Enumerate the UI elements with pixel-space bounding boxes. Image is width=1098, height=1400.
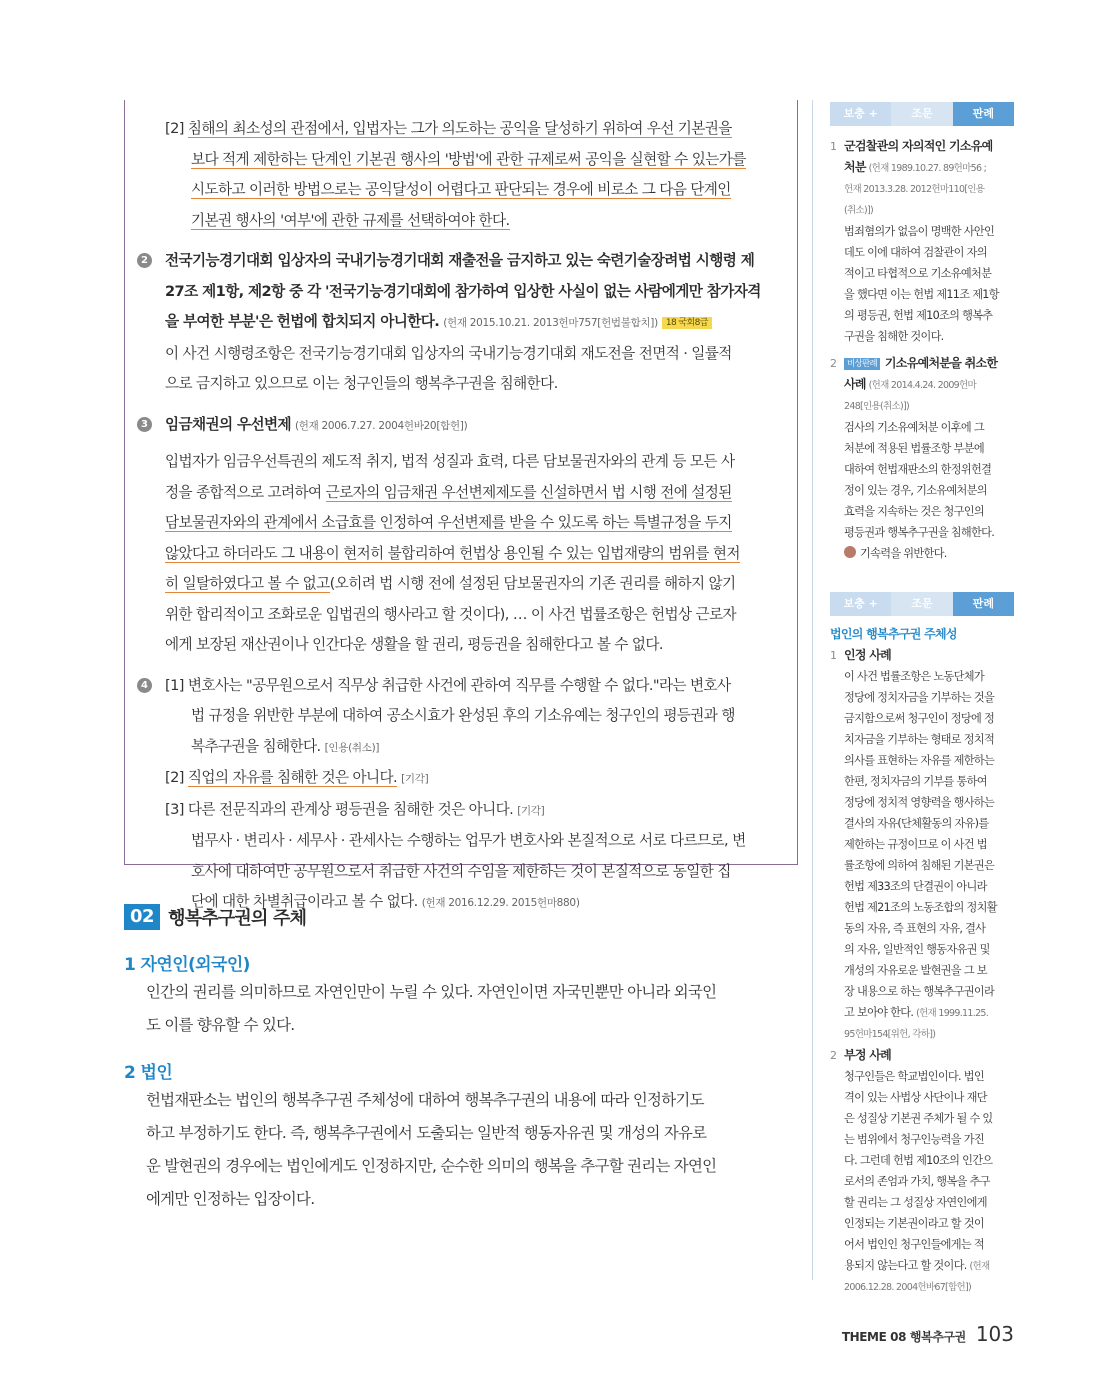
subsection-title: 1 자연인(외국인) <box>124 955 250 975</box>
case-citation: 헌재 2013.3.28. 2012헌마110[인용 <box>844 184 985 195</box>
section-number: 02 <box>124 904 160 930</box>
tab-supplement: 보충 + <box>830 102 891 126</box>
text-line: 기속력을 위반한다. <box>860 547 947 560</box>
text-line: 의 자유, 일반적인 행동자유권 및 <box>844 943 990 956</box>
sidebar-box-title: 법인의 행복추구권 주체성 <box>830 627 957 641</box>
case-item-3 <box>137 410 785 661</box>
tab-article: 조문 <box>891 592 952 616</box>
intro-paragraph <box>137 114 785 236</box>
text-line: 운 발현권의 경우에는 법인에게도 인정하지만, 순수한 의미의 행복을 추구할 권리는 자연인 <box>146 1157 717 1175</box>
text-line: 격이 있는 사법상 사단이나 재단 <box>844 1091 987 1104</box>
case-number: 1 <box>830 649 837 662</box>
subsection-body <box>146 1084 802 1216</box>
case-citation: 95헌마154[위헌, 각하]) <box>844 1029 936 1040</box>
text-line: 결사의 자유(단체활동의 자유)를 <box>844 817 989 830</box>
text-line: 도 이를 향유할 수 있다. <box>146 1016 295 1034</box>
text-line: 다. 그런데 헌법 제10조의 인간으 <box>844 1154 993 1167</box>
case-box <box>124 100 798 910</box>
text-line: 직업의 자유를 침해한 것은 아니다. <box>187 769 398 786</box>
text-line: 정당에 정치적 영향력을 행사하는 <box>844 796 995 809</box>
sub-label: [1] <box>165 676 184 694</box>
text-line: 않았다고 하더라도 그 내용이 현저히 불합리하여 헌법상 용인될 수 있는 입법재량의 범위를 현저 <box>165 544 740 562</box>
text-line: 단에 대한 차별취급이라고 볼 수 없다. <box>191 893 418 910</box>
text-line: 이 사건 시행령조항은 전국기능경기대회 입상자의 국내기능경기대회 재도전을 전면적 · 일률적 <box>165 344 732 362</box>
text-line: 으로 금지하고 있으므로 이는 청구인들의 행복추구권을 침해한다. <box>165 375 558 392</box>
text-line: 장 내용으로 하는 행복추구권이라 <box>844 985 995 998</box>
case-title: 부정 사례 <box>844 1048 892 1062</box>
text-line: 근로자의 임금채권 우선변제제도를 신설하면서 법 시행 전에 설정된 <box>325 483 732 501</box>
case-citation: 2006.12.28. 2004헌바67[합헌]) <box>844 1282 972 1293</box>
case-title: 군검찰관의 자의적인 기소유예 <box>844 139 993 153</box>
text-line: 입법자가 임금우선특권의 제도적 취지, 법적 성질과 효력, 다른 담보물권자와의 관계 등 모든 사 <box>165 453 735 470</box>
exam-badge: 18 국회8급 <box>662 317 712 329</box>
text-line: 대하여 헌법재판소의 한정위헌결 <box>844 463 992 476</box>
footer-theme: THEME 08 행복추구권 <box>841 1330 966 1344</box>
text-line: 구권을 침해한 것이다. <box>844 330 944 343</box>
sub-label: [2] <box>165 769 184 786</box>
case-citation: (헌재 2016.12.29. 2015헌마880) <box>421 897 580 909</box>
text-line: 률조항에 의하여 침해된 기본권은 <box>844 859 995 872</box>
case-number: 2 <box>830 1049 837 1062</box>
text-line: 할 권리는 그 성질상 자연인에게 <box>844 1196 987 1209</box>
text-line: 적이고 타협적으로 기소유예처분 <box>844 267 992 280</box>
text-line: 정이 있는 경우, 기소유예처분의 <box>844 484 987 497</box>
text-line: 청구인들은 학교법인이다. 법인 <box>844 1070 984 1083</box>
text-line: 에게 보장된 재산권이나 인간다운 생활을 할 권리, 평등권을 침해한다고 볼 수 없다. <box>165 636 663 653</box>
text-line: 한편, 정치자금의 기부를 통하여 <box>844 775 987 788</box>
text-line: 평등권과 행복추구권을 침해한다. <box>844 526 995 539</box>
sub-label: [2] <box>165 120 184 137</box>
text-line: 헌법재판소는 법인의 행복추구권 주체성에 대하여 행복추구권의 내용에 따라 인정하기도 <box>146 1091 704 1109</box>
sidebar-precedent-box-2 <box>830 624 1016 1298</box>
text-line: 정당에 정치자금을 기부하는 것을 <box>844 691 995 704</box>
sidebar-case <box>830 645 1016 1045</box>
special-case-tag: 비상판례 <box>844 358 880 370</box>
text-line: 동의 자유, 즉 표현의 자유, 결사 <box>844 922 986 935</box>
text-line: 담보물권자와의 관계에서 소급효를 인정하여 우선변제를 받을 수 있도록 하는 특별규정을 두지 <box>165 514 732 531</box>
case-citation: [인용(취소)] <box>324 741 380 754</box>
tab-precedent: 판례 <box>953 102 1014 126</box>
text-line: 로서의 존엄과 가치, 행복을 추구 <box>844 1175 990 1188</box>
subsection-title: 2 법인 <box>124 1063 173 1083</box>
tab-precedent: 판례 <box>953 592 1014 616</box>
text-line: 27조 제1항, 제2항 중 각 '전국기능경기대회에 참가하여 입상한 사실이 없는 사람에게만 참가자격 <box>165 282 761 300</box>
text-line: 헌법 제21조의 노동조합의 정치활 <box>844 901 997 914</box>
text-line: 의사를 표현하는 자유를 제한하는 <box>844 754 995 767</box>
text-line: 법 규정을 위반한 부분에 대하여 공소시효가 완성된 후의 기소유예는 청구인의 평등권과 행 <box>191 707 735 724</box>
sidebar-case <box>830 136 1016 347</box>
subsection-body <box>146 976 802 1042</box>
case-title: 기소유예처분을 취소한 <box>884 356 998 370</box>
text-line: 의 평등권, 헌법 제10조의 행복추 <box>844 309 993 322</box>
text-line: 는 범위에서 청구인능력을 가진 <box>844 1133 984 1146</box>
text-line: 정을 종합적으로 고려하여 <box>165 483 326 501</box>
item-title: 임금채권의 우선변제 <box>165 415 291 433</box>
section-title: 행복추구권의 주체 <box>168 908 307 929</box>
text-line: 제한하는 규정이므로 이 사건 법 <box>844 838 987 851</box>
text-line: 범죄혐의가 없음이 명백한 사안인 <box>844 225 995 238</box>
case-title: 인정 사례 <box>844 648 892 662</box>
sidebar-tabs <box>830 102 1014 126</box>
text-line: 호사에 대하여만 공무원으로서 취급한 사건의 수임을 제한하는 것이 본질적으로 동일한 집 <box>191 862 731 880</box>
case-item-4 <box>137 671 785 919</box>
text-line: 은 성질상 기본권 주체가 될 수 있 <box>844 1112 993 1125</box>
text-line: 을 부여한 부분'은 헌법에 합치되지 아니한다. <box>165 313 440 330</box>
text-line: 법무사 · 변리사 · 세무사 · 관세사는 수행하는 업무가 변호사와 본질적으로 서로 다르므로, 변 <box>191 832 746 849</box>
case-number: 2 <box>830 357 837 370</box>
text-line: 이 사건 법률조항은 노동단체가 <box>844 670 984 683</box>
text-line: 검사의 기소유예처분 이후에 그 <box>844 421 984 434</box>
text-line: 처분에 적용된 법률조항 부분에 <box>844 442 984 455</box>
case-citation: (취소)]) <box>844 205 873 216</box>
text-line: 히 일탈하였다고 볼 수 없고 <box>165 575 330 592</box>
page-number: 103 <box>975 1322 1014 1346</box>
text-line: (오히려 법 시행 전에 설정된 담보물권자의 기존 권리를 해하지 않기 <box>329 575 736 592</box>
sidebar-precedent-box-1 <box>830 136 1016 564</box>
text-line: 을 했다면 이는 헌법 제11조 제1항 <box>844 288 999 301</box>
item-number-badge: 2 <box>137 253 152 268</box>
page-footer <box>842 1322 1014 1346</box>
tab-article: 조문 <box>891 102 952 126</box>
case-number: 1 <box>830 140 837 153</box>
text-line: 헌법 제33조의 단결권이 아니라 <box>844 880 987 893</box>
case-title: 처분 <box>844 160 866 174</box>
item-number-badge: 3 <box>137 417 152 432</box>
case-citation: (헌재 1999.11.25. <box>916 1008 989 1019</box>
text-line: 용되지 않는다고 할 것이다. <box>844 1259 967 1272</box>
case-citation: (헌재 2006.7.27. 2004헌바20[합헌]) <box>295 419 468 432</box>
sidebar-divider <box>812 100 813 1280</box>
case-citation: (헌재 <box>969 1261 990 1272</box>
text-line: 데도 이에 대하여 검찰관이 자의 <box>844 246 987 259</box>
text-line: 침해의 최소성의 관점에서, 입법자는 그가 의도하는 공익을 달성하기 위하여 우선 기본권을 <box>187 120 732 137</box>
text-line: 고 보아야 한다. <box>844 1006 914 1019</box>
sidebar-case <box>830 1045 1016 1298</box>
face-icon <box>844 546 856 558</box>
tab-supplement: 보충 + <box>830 592 891 616</box>
sidebar-case <box>830 353 1016 564</box>
text-line: 효력을 지속하는 것은 청구인의 <box>844 505 984 518</box>
text-line: 치자금을 기부하는 형태로 정치적 <box>844 733 995 746</box>
text-line: 기본권 행사의 '여부'에 관한 규제를 선택하여야 한다. <box>191 211 510 229</box>
case-citation: 248[인용(취소)]) <box>844 401 909 412</box>
text-line: 에게만 인정하는 입장이다. <box>146 1190 315 1208</box>
text-line: 전국기능경기대회 입상자의 국내기능경기대회 재출전을 금지하고 있는 숙련기술장려법 시행령 제 <box>165 252 755 269</box>
text-line: 인간의 권리를 의미하므로 자연인만이 누릴 수 있다. 자연인이면 자국민뿐만 아니라 외국인 <box>146 983 717 1001</box>
text-line: 복추구권을 침해한다. <box>191 737 321 755</box>
text-line: 변호사는 "공무원으로서 직무상 취급한 사건에 관하여 직무를 수행할 수 없다."라는 변호사 <box>187 676 731 694</box>
case-citation: [기각] <box>401 773 429 785</box>
case-citation: (헌재 1989.10.27. 89헌마56 ; <box>868 163 987 174</box>
case-citation: (헌재 2015.10.21. 2013헌마757[헌법불합치]) <box>443 317 658 329</box>
text-line: 위한 합리적이고 조화로운 입법권의 행사라고 할 것이다), … 이 사건 법률조항은 헌법상 근로자 <box>165 605 737 623</box>
case-citation: (헌재 2014.4.24. 2009헌마 <box>868 380 976 391</box>
text-line: 금지함으로써 청구인이 정당에 정 <box>844 712 995 725</box>
section-heading <box>124 904 306 930</box>
text-line: 보다 적게 제한하는 단계인 기본권 행사의 '방법'에 관한 규제로써 공익을 실현할 수 있는가를 <box>191 150 746 168</box>
text-line: 하고 부정하기도 한다. 즉, 행복추구권에서 도출되는 일반적 행동자유권 및 개성의 자유로 <box>146 1124 707 1142</box>
case-citation: [기각] <box>517 804 545 817</box>
text-line: 시도하고 이러한 방법으로는 공익달성이 어렵다고 판단되는 경우에 비로소 그 다음 단계인 <box>191 181 731 198</box>
item-number-badge: 4 <box>137 678 152 693</box>
sidebar-tabs <box>830 592 1014 616</box>
case-item-2 <box>137 246 785 400</box>
text-line: 개성의 자유로운 발현권을 그 보 <box>844 964 987 977</box>
text-line: 어서 법인인 청구인들에게는 적 <box>844 1238 984 1251</box>
text-line: 인정되는 기본권이라고 할 것이 <box>844 1217 984 1230</box>
case-title: 사례 <box>844 377 866 391</box>
text-line: 다른 전문직과의 관계상 평등권을 침해한 것은 아니다. <box>187 800 514 818</box>
sub-label: [3] <box>165 800 184 818</box>
